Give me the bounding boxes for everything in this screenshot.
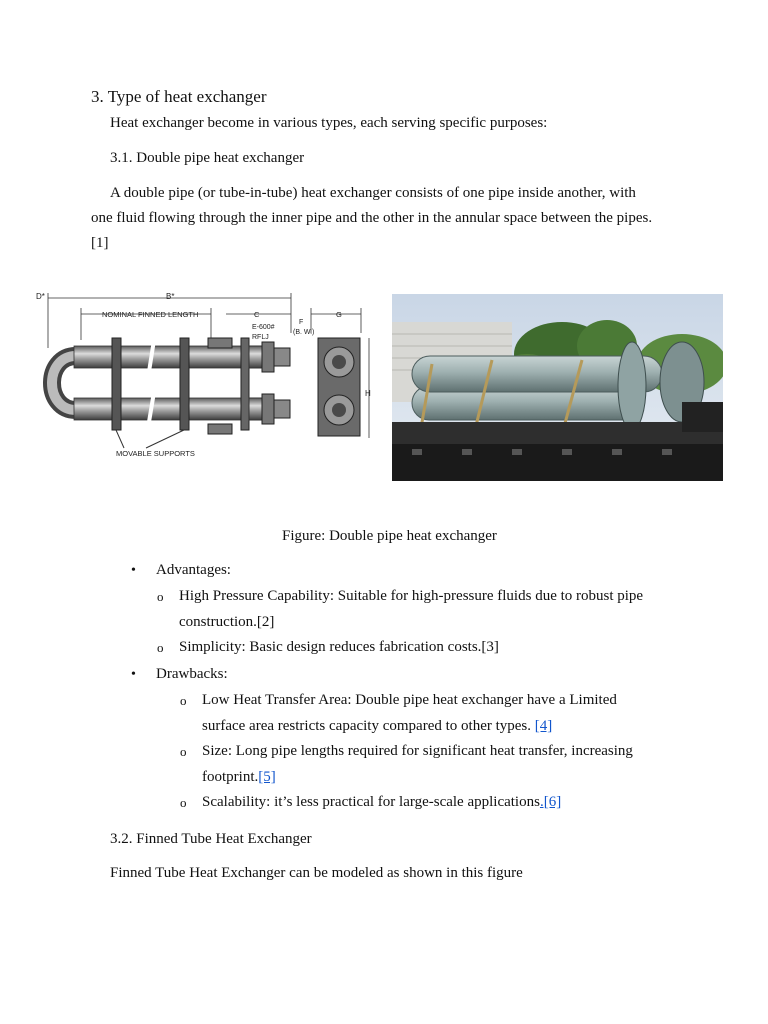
section-intro: Heat exchanger become in various types, each serving specific purposes: <box>110 115 548 131</box>
advantage-item-line: construction.[2] <box>179 614 275 630</box>
reference-link-6[interactable]: .[6] <box>539 794 562 810</box>
reference-link-5[interactable]: [5] <box>258 769 276 785</box>
advantage-item-line: Simplicity: Basic design reduces fabrication costs.[3] <box>179 639 499 655</box>
drawback-text: footprint. <box>202 769 259 785</box>
bullet-marker: • <box>131 667 136 682</box>
drawback-item-line <box>202 718 552 735</box>
figure-caption: Figure: Double pipe heat exchanger <box>282 528 497 544</box>
label-nominal: NOMINAL FINNED LENGTH <box>102 310 199 319</box>
sub-bullet-marker: o <box>157 640 164 655</box>
sub-bullet-marker: o <box>180 744 187 759</box>
bullet-marker: • <box>131 563 136 578</box>
reference-link-4[interactable]: [4] <box>534 718 553 734</box>
drawbacks-label: Drawbacks: <box>156 666 228 682</box>
diagram-image <box>36 288 376 463</box>
drawback-item-line: Low Heat Transfer Area: Double pipe heat exchanger have a Limited <box>202 692 617 708</box>
paragraph: Finned Tube Heat Exchanger can be modeled as shown in this figure <box>110 865 523 881</box>
label-e600: E-600# <box>252 324 275 331</box>
label-rflj: RFLJ <box>252 334 269 341</box>
drawback-text: Scalability: it’s less practical for large-scale applications <box>202 794 540 810</box>
label-f: F <box>299 319 304 326</box>
label-h: H <box>365 389 371 398</box>
sub-bullet-marker: o <box>180 693 187 708</box>
label-c: C <box>254 310 260 319</box>
label-supports: MOVABLE SUPPORTS <box>116 449 195 458</box>
drawback-item-line <box>202 769 276 786</box>
paragraph-line: A double pipe (or tube-in-tube) heat exchanger consists of one pipe inside another, with <box>110 185 636 201</box>
sub-bullet-marker: o <box>157 589 164 604</box>
advantages-label: Advantages: <box>156 562 231 578</box>
drawback-item-line <box>202 794 561 811</box>
advantage-item-line: High Pressure Capability: Suitable for high-pressure fluids due to robust pipe <box>179 588 644 604</box>
subsection-heading-3-1: 3.1. Double pipe heat exchanger <box>110 150 305 166</box>
section-heading: 3. Type of heat exchanger <box>91 87 267 106</box>
paragraph-line: one fluid flowing through the inner pipe and the other in the annular space between the pipes. <box>91 210 653 226</box>
paragraph-line: [1] <box>91 235 109 251</box>
label-b: B* <box>166 292 175 301</box>
label-bw: (B. W.) <box>293 329 315 336</box>
label-g: G <box>336 310 342 319</box>
drawback-text: surface area restricts capacity compared to other types. <box>202 718 535 734</box>
label-d: D* <box>36 292 45 301</box>
sub-bullet-marker: o <box>180 795 187 810</box>
photo-image <box>392 294 723 481</box>
subsection-heading-3-2: 3.2. Finned Tube Heat Exchanger <box>110 831 312 847</box>
drawback-item-line: Size: Long pipe lengths required for significant heat transfer, increasing <box>202 743 633 759</box>
